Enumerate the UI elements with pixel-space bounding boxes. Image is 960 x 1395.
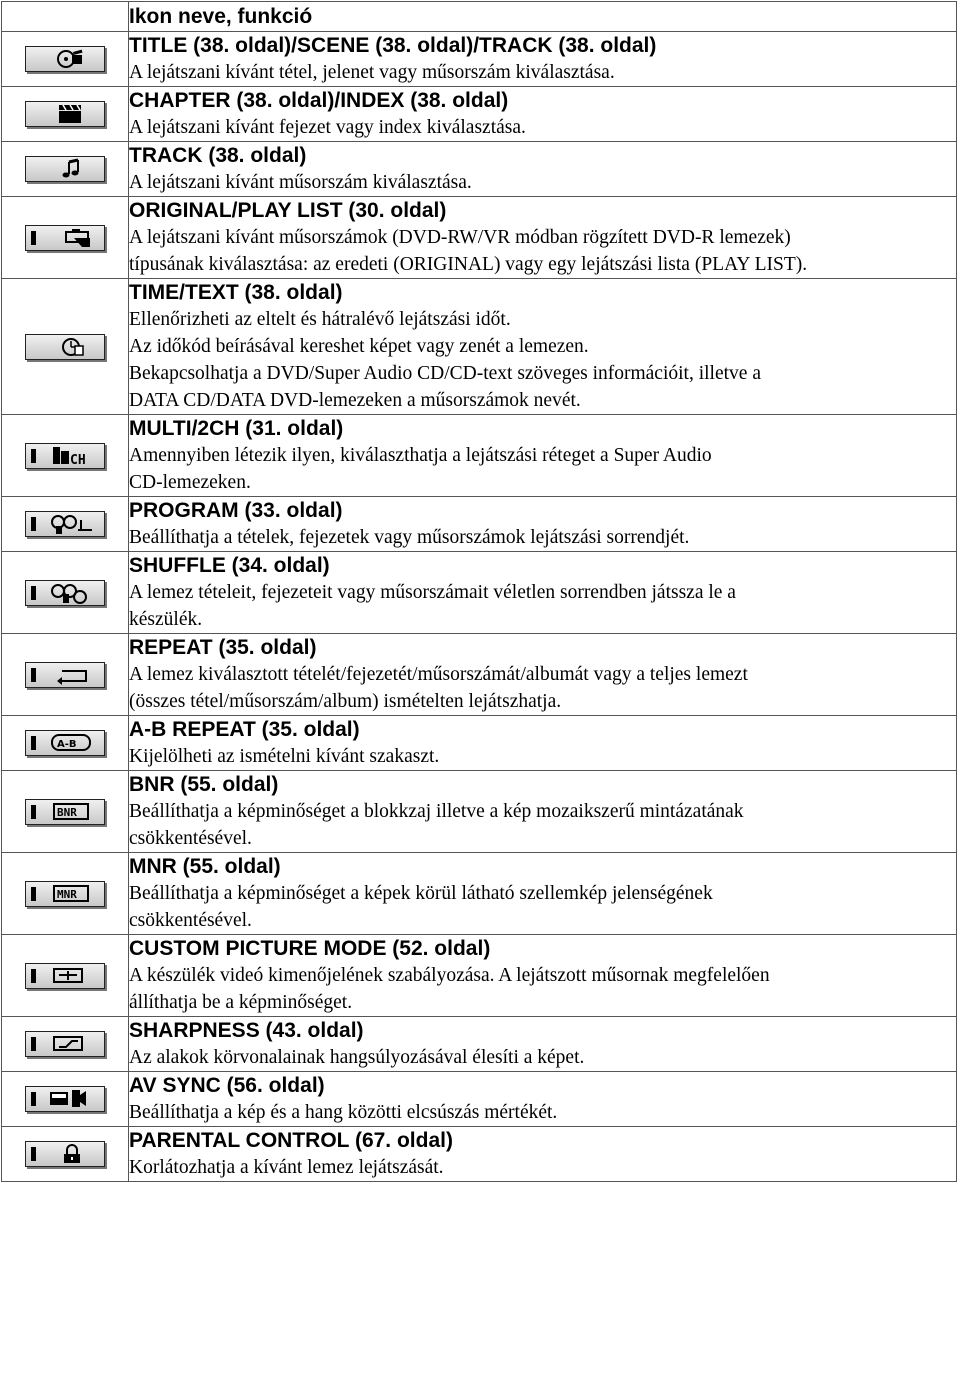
- entry-description-line: állíthatja be a képminőséget.: [129, 992, 353, 1013]
- table-row: [2, 771, 957, 853]
- entry-description-line: csökkentésével.: [129, 828, 252, 849]
- text-cell: [129, 32, 957, 87]
- entry-description-line: Beállíthatja a képminőséget a képek körül látható szellemkép jelenségének: [129, 883, 713, 904]
- table-row: [2, 415, 957, 497]
- icon-cell: [2, 1127, 129, 1182]
- entry-description-line: Az időkód beírásával kereshet képet vagy zenét a lemezen.: [129, 336, 589, 357]
- entry-description-line: Bekapcsolhatja a DVD/Super Audio CD/CD-text szöveges információit, illetve a: [129, 363, 761, 384]
- text-cell: [129, 87, 957, 142]
- entry-title: BNR (55. oldal): [129, 773, 279, 796]
- clock-text-icon: [25, 334, 105, 360]
- entry-title: PROGRAM (33. oldal): [129, 499, 343, 522]
- entry-description-line: Korlátozhatja a kívánt lemez lejátszását.: [129, 1157, 444, 1178]
- entry-description-line: Ellenőrizheti az eltelt és hátralévő lejátszási időt.: [129, 309, 511, 330]
- entry-title: ORIGINAL/PLAY LIST (30. oldal): [129, 199, 447, 222]
- header-icon-cell: [2, 2, 129, 32]
- custom-picture-icon: [25, 963, 105, 989]
- entry-description-line: A lemez kiválasztott tételét/fejezetét/műsorszámát/albumát vagy a teljes lemezt: [129, 664, 748, 685]
- entry-title: TRACK (38. oldal): [129, 144, 307, 167]
- entry-description-line: Beállíthatja a képminőséget a blokkzaj illetve a kép mozaikszerű mintázatának: [129, 801, 744, 822]
- icon-cell: [2, 552, 129, 634]
- table-row: [2, 279, 957, 415]
- svg-text:BNR: BNR: [57, 805, 77, 819]
- text-cell: [129, 771, 957, 853]
- icon-cell: [2, 497, 129, 552]
- entry-title: REPEAT (35. oldal): [129, 636, 317, 659]
- table-row: [2, 497, 957, 552]
- entry-description-line: (összes tétel/műsorszám/album) ismételten lejátszhatja.: [129, 691, 562, 712]
- text-cell: [129, 142, 957, 197]
- entry-title: TIME/TEXT (38. oldal): [129, 281, 343, 304]
- table-row: [2, 87, 957, 142]
- header-row: [2, 2, 957, 32]
- playlist-icon: [25, 225, 105, 251]
- icon-cell: [2, 415, 129, 497]
- icon-cell: [2, 32, 129, 87]
- text-cell: [129, 497, 957, 552]
- icon-cell: [2, 279, 129, 415]
- entry-description-line: A lejátszani kívánt tétel, jelenet vagy műsorszám kiválasztása.: [129, 62, 615, 83]
- entry-title: SHARPNESS (43. oldal): [129, 1019, 364, 1042]
- svg-text:CH: CH: [70, 452, 86, 468]
- table-row: [2, 853, 957, 935]
- entry-title: A-B REPEAT (35. oldal): [129, 718, 360, 741]
- entry-description-line: Az alakok körvonalainak hangsúlyozásával élesíti a képet.: [129, 1047, 585, 1068]
- svg-text:A-B: A-B: [57, 739, 77, 750]
- svg-text:MNR: MNR: [57, 887, 77, 901]
- sharpness-icon: [25, 1031, 105, 1057]
- entry-description-line: A lejátszani kívánt műsorszám kiválasztása.: [129, 172, 472, 193]
- disc-title-icon: [25, 46, 105, 72]
- table-row: [2, 552, 957, 634]
- multi-2ch-icon: [25, 443, 105, 469]
- icon-cell: [2, 853, 129, 935]
- text-cell: [129, 415, 957, 497]
- entry-title: AV SYNC (56. oldal): [129, 1074, 325, 1097]
- entry-title: MULTI/2CH (31. oldal): [129, 417, 344, 440]
- entry-description-line: CD-lemezeken.: [129, 472, 251, 493]
- icon-cell: [2, 716, 129, 771]
- mnr-icon: [25, 881, 105, 907]
- entry-description-line: A lejátszani kívánt fejezet vagy index kiválasztása.: [129, 117, 526, 138]
- text-cell: [129, 853, 957, 935]
- table-row: [2, 716, 957, 771]
- icon-cell: [2, 197, 129, 279]
- entry-description-line: Beállíthatja a kép és a hang közötti elcsúszás mértékét.: [129, 1102, 558, 1123]
- icon-cell: [2, 935, 129, 1017]
- icon-cell: [2, 142, 129, 197]
- lock-icon: [25, 1141, 105, 1167]
- text-cell: [129, 935, 957, 1017]
- entry-description-line: Amennyiben létezik ilyen, kiválaszthatja a lejátszási réteget a Super Audio: [129, 445, 712, 466]
- entry-description-line: DATA CD/DATA DVD-lemezeken a műsorszámok nevét.: [129, 390, 581, 411]
- header-title: Ikon neve, funkció: [129, 2, 957, 32]
- entry-description-line: Kijelölheti az ismételni kívánt szakaszt.: [129, 746, 440, 767]
- entry-title: CUSTOM PICTURE MODE (52. oldal): [129, 937, 491, 960]
- clapperboard-icon: [25, 101, 105, 127]
- icon-cell: [2, 634, 129, 716]
- table-row: [2, 634, 957, 716]
- bnr-icon: [25, 799, 105, 825]
- icon-cell: [2, 87, 129, 142]
- entry-description-line: A készülék videó kimenőjelének szabályozása. A lejátszott műsornak megfelelően: [129, 965, 770, 986]
- entry-description-line: csökkentésével.: [129, 910, 252, 931]
- entry-description-line: Beállíthatja a tételek, fejezetek vagy műsorszámok lejátszási sorrendjét.: [129, 527, 690, 548]
- text-cell: [129, 716, 957, 771]
- table-row: [2, 142, 957, 197]
- repeat-icon: [25, 662, 105, 688]
- text-cell: [129, 1127, 957, 1182]
- text-cell: [129, 197, 957, 279]
- entry-description-line: A lejátszani kívánt műsorszámok (DVD-RW/VR módban rögzített DVD-R lemezek): [129, 227, 791, 248]
- icon-cell: [2, 1017, 129, 1072]
- entry-title: CHAPTER (38. oldal)/INDEX (38. oldal): [129, 89, 509, 112]
- text-cell: [129, 279, 957, 415]
- text-cell: [129, 552, 957, 634]
- av-sync-icon: [25, 1086, 105, 1112]
- entry-title: TITLE (38. oldal)/SCENE (38. oldal)/TRACK (38. oldal): [129, 34, 657, 57]
- icon-cell: [2, 771, 129, 853]
- table-body: [2, 32, 957, 1182]
- music-note-icon: [25, 156, 105, 182]
- text-cell: [129, 1072, 957, 1127]
- entry-description-line: A lemez tételeit, fejezeteit vagy műsorszámait véletlen sorrendben játssza le a: [129, 582, 736, 603]
- entry-title: SHUFFLE (34. oldal): [129, 554, 330, 577]
- icon-table: [1, 1, 957, 1182]
- table-row: [2, 1127, 957, 1182]
- ab-repeat-icon: [25, 730, 105, 756]
- shuffle-icon: [25, 580, 105, 606]
- table-row: [2, 1017, 957, 1072]
- icon-cell: [2, 1072, 129, 1127]
- text-cell: [129, 634, 957, 716]
- entry-description-line: típusának kiválasztása: az eredeti (ORIGINAL) vagy egy lejátszási lista (PLAY LIST).: [129, 254, 808, 275]
- entry-title: MNR (55. oldal): [129, 855, 281, 878]
- table-row: [2, 935, 957, 1017]
- entry-title: PARENTAL CONTROL (67. oldal): [129, 1129, 453, 1152]
- table-row: [2, 197, 957, 279]
- text-cell: [129, 1017, 957, 1072]
- table-row: [2, 32, 957, 87]
- table-row: [2, 1072, 957, 1127]
- entry-description-line: készülék.: [129, 609, 203, 630]
- program-icon: [25, 511, 105, 537]
